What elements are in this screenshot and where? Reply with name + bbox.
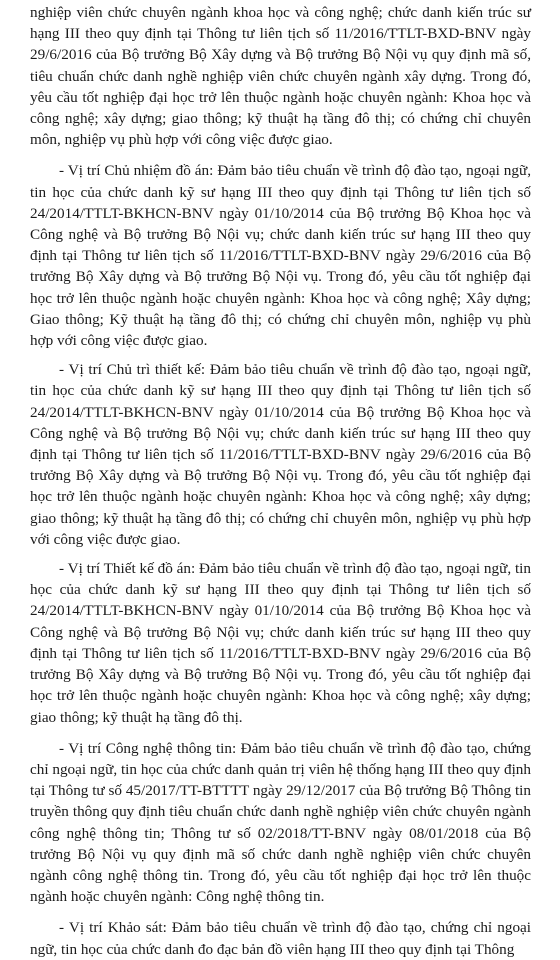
paragraph-khao-sat: - Vị trí Khảo sát: Đảm bảo tiêu chuẩn về trình độ đào tạo, chứng chỉ ngoại ngữ, tin học của chức danh đo đạc bản đồ viên hạng III theo quy định tại Thông — [30, 919, 531, 958]
paragraph-continuation: nghiệp viên chức chuyên ngành khoa học và công nghệ; chức danh kiến trúc sư hạng III theo quy định tại Thông tư liên tịch số 11/2016/TTLT-BXD-BNV ngày 29/6/2016 của Bộ trưởng Bộ Xây dựng và Bộ trưởng Bộ Nội vụ quy định mã số, tiêu chuẩn chức danh nghề nghiệp viên chức chuyên ngành xây dựng. Trong đó, yêu cầu tốt nghiệp đại học trở lên thuộc ngành hoặc chuyên ngành: Khoa học và công nghệ; xây dựng; giao thông; kỹ thuật hạ tầng đô thị; có chứng chỉ chuyên môn, nghiệp vụ phù hợp với công việc được giao. — [30, 4, 531, 149]
paragraph-thiet-ke-do-an: - Vị trí Thiết kế đồ án: Đảm bảo tiêu chuẩn về trình độ đào tạo, ngoại ngữ, tin học của chức danh kỹ sư hạng III theo quy định tại Thông tư liên tịch số 24/2014/TTLT-BKHCN-BNV ngày 01/10/2014 của Bộ trưởng Bộ Khoa học và Công nghệ và Bộ trưởng Bộ Nội vụ; chức danh kiến trúc sư hạng III theo quy định tại Thông tư liên tịch số 11/2016/TTLT-BXD-BNV ngày 29/6/2016 của Bộ trưởng Bộ Xây dựng và Bộ trưởng Bộ Nội vụ. Trong đó, yêu cầu tốt nghiệp đại học trở lên thuộc ngành hoặc chuyên ngành: Khoa học và công nghệ; xây dựng; giao thông; kỹ thuật hạ tầng đô thị. — [30, 560, 531, 726]
paragraph-chu-nhiem-do-an: - Vị trí Chủ nhiệm đồ án: Đảm bảo tiêu chuẩn về trình độ đào tạo, ngoại ngữ, tin học của chức danh kỹ sư hạng III theo quy định tại Thông tư liên tịch số 24/2014/TTLT-BKHCN-BNV ngày 01/10/2014 của Bộ trưởng Bộ Khoa học và Công nghệ và Bộ trưởng Bộ Nội vụ; chức danh kiến trúc sư hạng III theo quy định tại Thông tư liên tịch số 11/2016/TTLT-BXD-BNV ngày 29/6/2016 của Bộ trưởng Bộ Xây dựng và Bộ trưởng Bộ Nội vụ. Trong đó, yêu cầu tốt nghiệp đại học trở lên thuộc ngành hoặc chuyên ngành: Khoa học và công nghệ; Xây dựng; Giao thông; Kỹ thuật hạ tầng đô thị; có chứng chỉ chuyên môn, nghiệp vụ phù hợp với công việc được giao. — [30, 162, 531, 350]
paragraph-chu-tri-thiet-ke: - Vị trí Chủ trì thiết kế: Đảm bảo tiêu chuẩn về trình độ đào tạo, ngoại ngữ, tin học của chức danh kỹ sư hạng III theo quy định tại Thông tư liên tịch số 24/2014/TTLT-BKHCN-BNV ngày 01/10/2014 của Bộ trưởng Bộ Khoa học và Công nghệ và Bộ trưởng Bộ Nội vụ; chức danh kiến trúc sư hạng III theo quy định tại Thông tư liên tịch số 11/2016/TTLT-BXD-BNV ngày 29/6/2016 của Bộ trưởng Bộ Xây dựng và Bộ trưởng Bộ Nội vụ. Trong đó, yêu cầu tốt nghiệp đại học trở lên thuộc ngành hoặc chuyên ngành: Khoa học và công nghệ; xây dựng; giao thông; kỹ thuật hạ tầng đô thị; có chứng chỉ chuyên môn, nghiệp vụ phù hợp với công việc được giao. — [30, 361, 531, 548]
paragraph-cong-nghe-thong-tin: - Vị trí Công nghệ thông tin: Đảm bảo tiêu chuẩn về trình độ đào tạo, chứng chỉ ngoại ngữ, tin học của chức danh quản trị viên hệ thống hạng III theo quy định tại Thông tư số 45/2017/TT-BTTTT ngày 29/12/2017 của Bộ trưởng Bộ Thông tin truyền thông quy định tiêu chuẩn chức danh nghề nghiệp viên chức chuyên ngành công nghệ thông tin; Thông tư số 02/2018/TT-BNV ngày 08/01/2018 của Bộ trưởng Bộ Nội vụ quy định mã số chức danh nghề nghiệp viên chức chuyên ngành công nghệ thông tin. Trong đó, yêu cầu tốt nghiệp đại học trở lên thuộc ngành hoặc chuyên ngành: Công nghệ thông tin. — [30, 739, 531, 906]
